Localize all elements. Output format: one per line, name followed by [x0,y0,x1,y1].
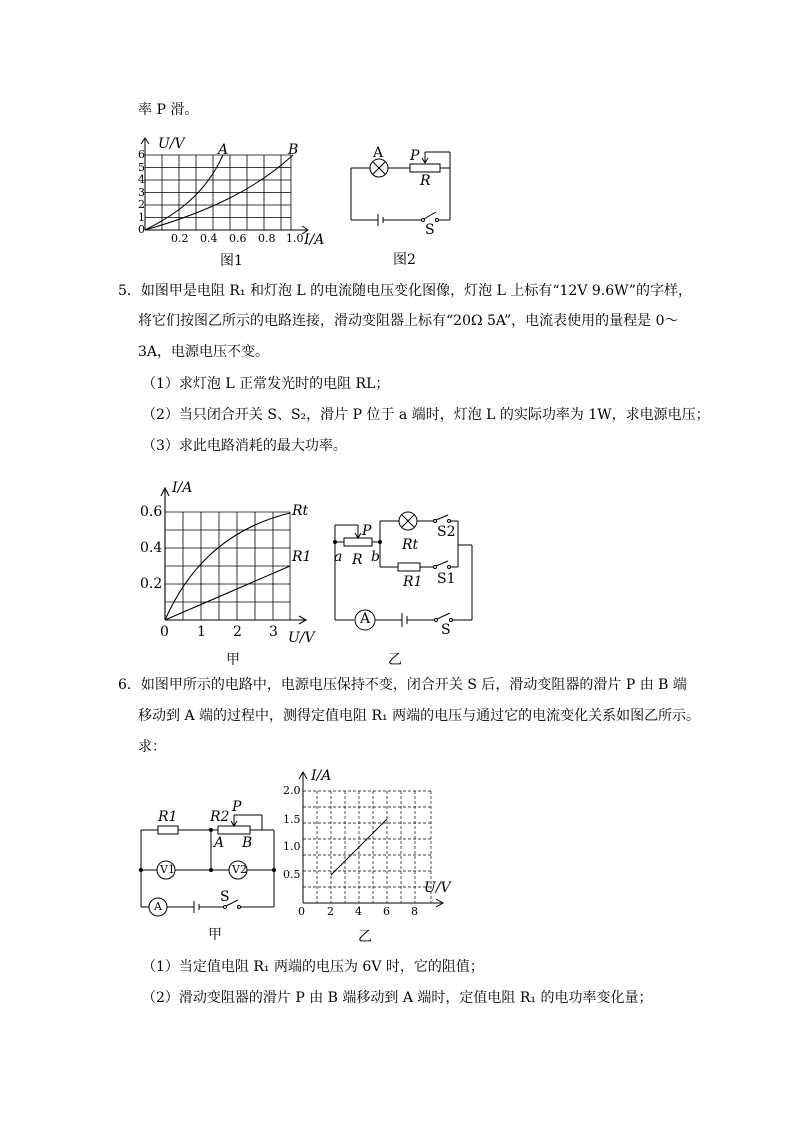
q6-circuit-caption: 甲 [208,927,222,943]
q6-circuit-ammeter: A [154,900,162,913]
q5-line2: 将它们按图乙所示的电路连接，滑动变阻器上标有“20Ω 5A”，电流表使用的量程是 0～ [138,313,679,329]
fig1-origin: 0 [138,223,145,236]
q6-circuit-r1: R1 [158,809,178,825]
fig2-circuit [348,148,458,228]
q6-circuit-s: S [220,889,230,905]
q6-ytick: 2.0 [283,784,301,797]
q6-graph-ylabel: I/A [311,768,332,784]
q6-circuit-p: P [232,799,242,815]
q5-circuit-b: b [371,549,380,565]
fig1-xtick: 0.8 [258,232,276,245]
q5-circuit-s: S [441,622,451,638]
fig2-caption: 图2 [393,252,416,268]
q5-sub3: （3）求此电路消耗的最大功率。 [142,438,347,454]
fig1-ytick: 3 [138,186,145,199]
q5-circuit-ammeter: A [360,611,371,627]
fig1-ytick: 5 [138,161,145,174]
q5-xtick: 3 [269,624,278,640]
q5-ytick: 0.6 [140,504,163,520]
q6-xtick: 2 [327,905,334,918]
q5-sub1: （1）求灯泡 L 正常发光时的电阻 RL； [142,376,390,392]
q6-origin: 0 [298,905,305,918]
q5-line3: 3A，电源电压不变。 [138,344,270,360]
q5-xtick: 2 [233,624,242,640]
fig2-switch-label: S [425,222,435,238]
fig2-resistor-label: R [420,173,431,189]
fig1-xtick: 0.6 [229,232,247,245]
q6-xtick: 6 [383,905,390,918]
q5-graph-ylabel: I/A [172,480,193,496]
q6-line1: 6．如图甲所示的电路中，电源电压保持不变，闭合开关 S 后，滑动变阻器的滑片 P 由 B 端 [118,677,687,693]
q6-ytick: 0.5 [283,868,301,881]
q6-circuit-a: A [214,835,225,851]
fig1-xtick: 1.0 [286,232,304,245]
q6-graph-caption: 乙 [358,929,372,945]
q5-curve-r1-label: R1 [292,549,312,565]
q5-origin: 0 [160,624,169,640]
q5-circuit-r: R [352,552,363,568]
fig1-ytick: 4 [138,173,145,186]
fig1-caption: 图1 [220,253,243,269]
q6-sub2: （2）滑动变阻器的滑片 P 由 B 端移动到 A 端时，定值电阻 R₁ 的电功率变化量； [142,990,653,1006]
q6-sub1: （1）当定值电阻 R₁ 两端的电压为 6V 时，它的阻值； [142,959,484,975]
q5-circuit-p: P [362,523,372,539]
fig1-ytick: 2 [138,198,145,211]
q6-xtick: 4 [355,905,362,918]
q5-circuit-s2: S2 [437,524,456,540]
q6-ytick: 1.0 [283,840,301,853]
fig1-xtick: 0.4 [200,232,218,245]
q6-circuit-v2: V2 [232,863,247,876]
q5-circuit-r1: R1 [403,574,423,590]
q5-circuit-lamp: Rt [402,537,419,553]
fig1-ytick: 1 [138,211,145,224]
fig1-curve-a: A [218,142,229,158]
fig1-xtick: 0.2 [171,232,189,245]
q6-circuit-b: B [242,835,253,851]
q5-xlabel: U/V [288,630,315,646]
fig1-ylabel: U/V [158,136,185,152]
top-line: 率 P 滑。 [138,102,199,118]
fig1-curve-b: B [288,142,299,158]
q5-circuit-s1: S1 [437,571,456,587]
q5-circuit-a: a [334,549,343,565]
fig2-lamp-label: A [373,145,384,161]
q6-graph-xlabel: U/V [424,880,451,896]
q6-line2: 移动到 A 端的过程中，测得定值电阻 R₁ 两端的电压与通过它的电流变化关系如图乙所示。 [138,708,701,724]
q6-xtick: 8 [411,905,418,918]
q5-sub2: （2）当只闭合开关 S、S₂，滑片 P 位于 a 端时，灯泡 L 的实际功率为 1W，求电源电压； [142,407,710,423]
curve-lamp [165,513,290,620]
q5-graph-caption: 甲 [226,652,240,668]
fig2-slider-label: P [410,148,420,164]
q5-xtick: 1 [197,624,206,640]
curve-r1 [165,566,290,620]
q5-ytick: 0.4 [140,540,163,556]
q6-circuit-v1: V1 [160,863,175,876]
fig1-xlabel: I/A [304,232,325,248]
q5-line1: 5．如图甲是电阻 R₁ 和灯泡 L 的电流随电压变化图像，灯泡 L 上标有“12V 9.6W”的字样， [118,283,692,299]
q5-circuit [330,507,480,632]
q6-circuit-r2: R2 [210,809,230,825]
q5-circuit-caption: 乙 [388,652,402,668]
fig1-ytick: 6 [138,148,145,161]
q5-ytick: 0.2 [140,576,163,592]
q5-curve-lamp-label: Rt [292,503,309,519]
q6-line3: 求： [138,739,166,755]
q6-ytick: 1.5 [283,813,301,826]
